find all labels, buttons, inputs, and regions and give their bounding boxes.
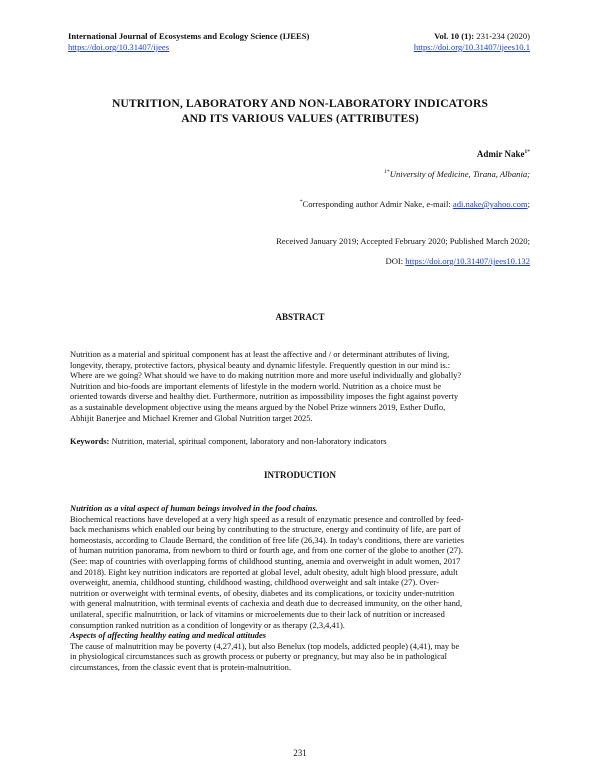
intro-line: nutrition or overweight with terminal events, of obesity, diabetes and its complications, or toxicity under-nutrition (70, 587, 455, 598)
corresponding-author (300, 199, 530, 209)
affiliation-text: University of Medicine, Tirana, Albania; (389, 169, 530, 179)
author-email-link[interactable]: adi.nake@yahoo.com (452, 199, 528, 209)
intro-line: back mechanisms which enabled our being by contributing to the structure, energy and continuity of life, are part of (70, 524, 461, 535)
abstract-heading: ABSTRACT (275, 312, 325, 322)
affil-sup: 1* (384, 169, 390, 176)
journal-header (68, 31, 309, 53)
intro-paragraph-2 (70, 641, 531, 673)
intro-paragraph-1 (70, 514, 531, 631)
abstract-line: Nutrition as a material and spiritual component has at least the affective and / or determinant attributes of living, (70, 349, 450, 359)
author-name (477, 149, 530, 159)
abstract-line: Nutrition and bio-foods are important elements of lifestyle in the modern world. Nutrition as a choice must be (70, 380, 442, 391)
keywords-label: Keywords: (70, 436, 110, 446)
corr-tail: ; (527, 199, 530, 209)
author-affiliation (384, 169, 530, 179)
doi-label: DOI: (385, 256, 406, 266)
intro-line: The cause of malnutrition may be poverty (4,27,41), but also Benelux (top models, addicted people) (4,41), may be (70, 640, 460, 651)
intro-line: in physiological circumstances such as growth process or puberty or pregnancy, but may also be in pathological (70, 651, 447, 662)
paper-title (60, 97, 540, 126)
keywords-text: Nutrition, material, spiritual component, laboratory and non-laboratory indicators (109, 436, 387, 446)
intro-line: of human nutrition panorama, from newborn to third or fourth age, and from one corner of the globe to another (27). (70, 545, 463, 556)
subheading-healthy-eating: Aspects of affecting healthy eating and medical attitudes (70, 630, 267, 641)
abstract-line: Where are we going? What should we have to do making nutrition more and more useful individually and globally? (70, 370, 462, 381)
introduction-heading: INTRODUCTION (263, 470, 336, 480)
volume-header (414, 31, 530, 53)
doi-line (385, 256, 530, 266)
intro-line: homeostasis, according to Claude Bernard, the condition of free life (26,34). In today's conditions, there are varieties (70, 534, 464, 545)
subheading-food-chains: Nutrition as a vital aspect of human beings involved in the food chains. (70, 503, 318, 513)
author-sup: 1* (524, 149, 530, 155)
doi-link[interactable]: https://doi.org/10.31407/ijees10.132 (405, 256, 530, 266)
article-doi-link[interactable]: https://doi.org/10.31407/ijees10.1 (413, 42, 530, 52)
journal-doi-link[interactable]: https://doi.org/10.31407/ijees (68, 42, 170, 52)
intro-line: overweight, anemia, childhood stunting, childhood wasting, childhood overweight and salt intake (27). Over- (70, 577, 439, 588)
introduction-body (70, 503, 531, 673)
intro-line: and 2018). Eight key nutrition indicators are reported at global level, adult obesity, adult high blood pressure, adult (70, 566, 458, 577)
intro-line: Biochemical reactions have developed at a very high speed as a result of enzymatic presence and controlled by feed- (70, 513, 464, 524)
abstract-body (70, 349, 531, 423)
title-line-1: NUTRITION, LABORATORY AND NON-LABORATORY INDICATORS (111, 97, 489, 110)
volume-info (414, 31, 530, 42)
abstract-line: oriented towards diverse and healthy diet. Furthermore, nutrition as impossibility imposes the fight against poverty (70, 391, 459, 402)
author-name-text: Admir Nake (476, 149, 525, 159)
publication-dates: Received January 2019; Accepted February 2020; Published March 2020; (276, 236, 530, 246)
title-line-2: AND ITS VARIOUS VALUES (ATTRIBUTES) (181, 111, 419, 125)
keywords (70, 436, 387, 446)
abstract-line: Abhijit Banerjee and Michael Kremer and Global Nutrition target 2025. (70, 412, 313, 423)
intro-line: circumstances, from the classic event that is protein-malnutrition. (70, 661, 291, 672)
abstract-line: as a sustainable development objective using the means argued by the Nobel Prize winners 2019, Esther Duflo, (70, 401, 446, 412)
page-range: 231-234 (2020) (474, 31, 530, 41)
intro-line: (See: map of countries with overlapping forms of childhood stunting, anemia and overweight in adult women, 2017 (70, 555, 461, 566)
page-number: 231 (293, 748, 307, 758)
journal-name: International Journal of Ecosystems and Ecology Science (IJEES) (68, 31, 310, 41)
intro-line: with general malnutrition, with terminal events of cachexia and death due to decreased immunity, on the other hand, (70, 598, 463, 609)
volume-label: Vol. 10 (1): (434, 31, 475, 41)
corr-sup: * (299, 199, 303, 206)
corr-text: Corresponding author Admir Nake, e-mail: (302, 199, 453, 209)
intro-line: unilateral, specific malnutrition, or lack of vitamins or microelements due to their lack of nutrition or increased (70, 608, 445, 619)
intro-line: consumption ranked nutrition as a condition of longevity or as therapy (2,3,4,41). (70, 619, 345, 630)
abstract-line: longevity, therapy, protective factors, physical beauty and dynamic lifestyle. Frequently question in our mind is.: (70, 359, 451, 370)
